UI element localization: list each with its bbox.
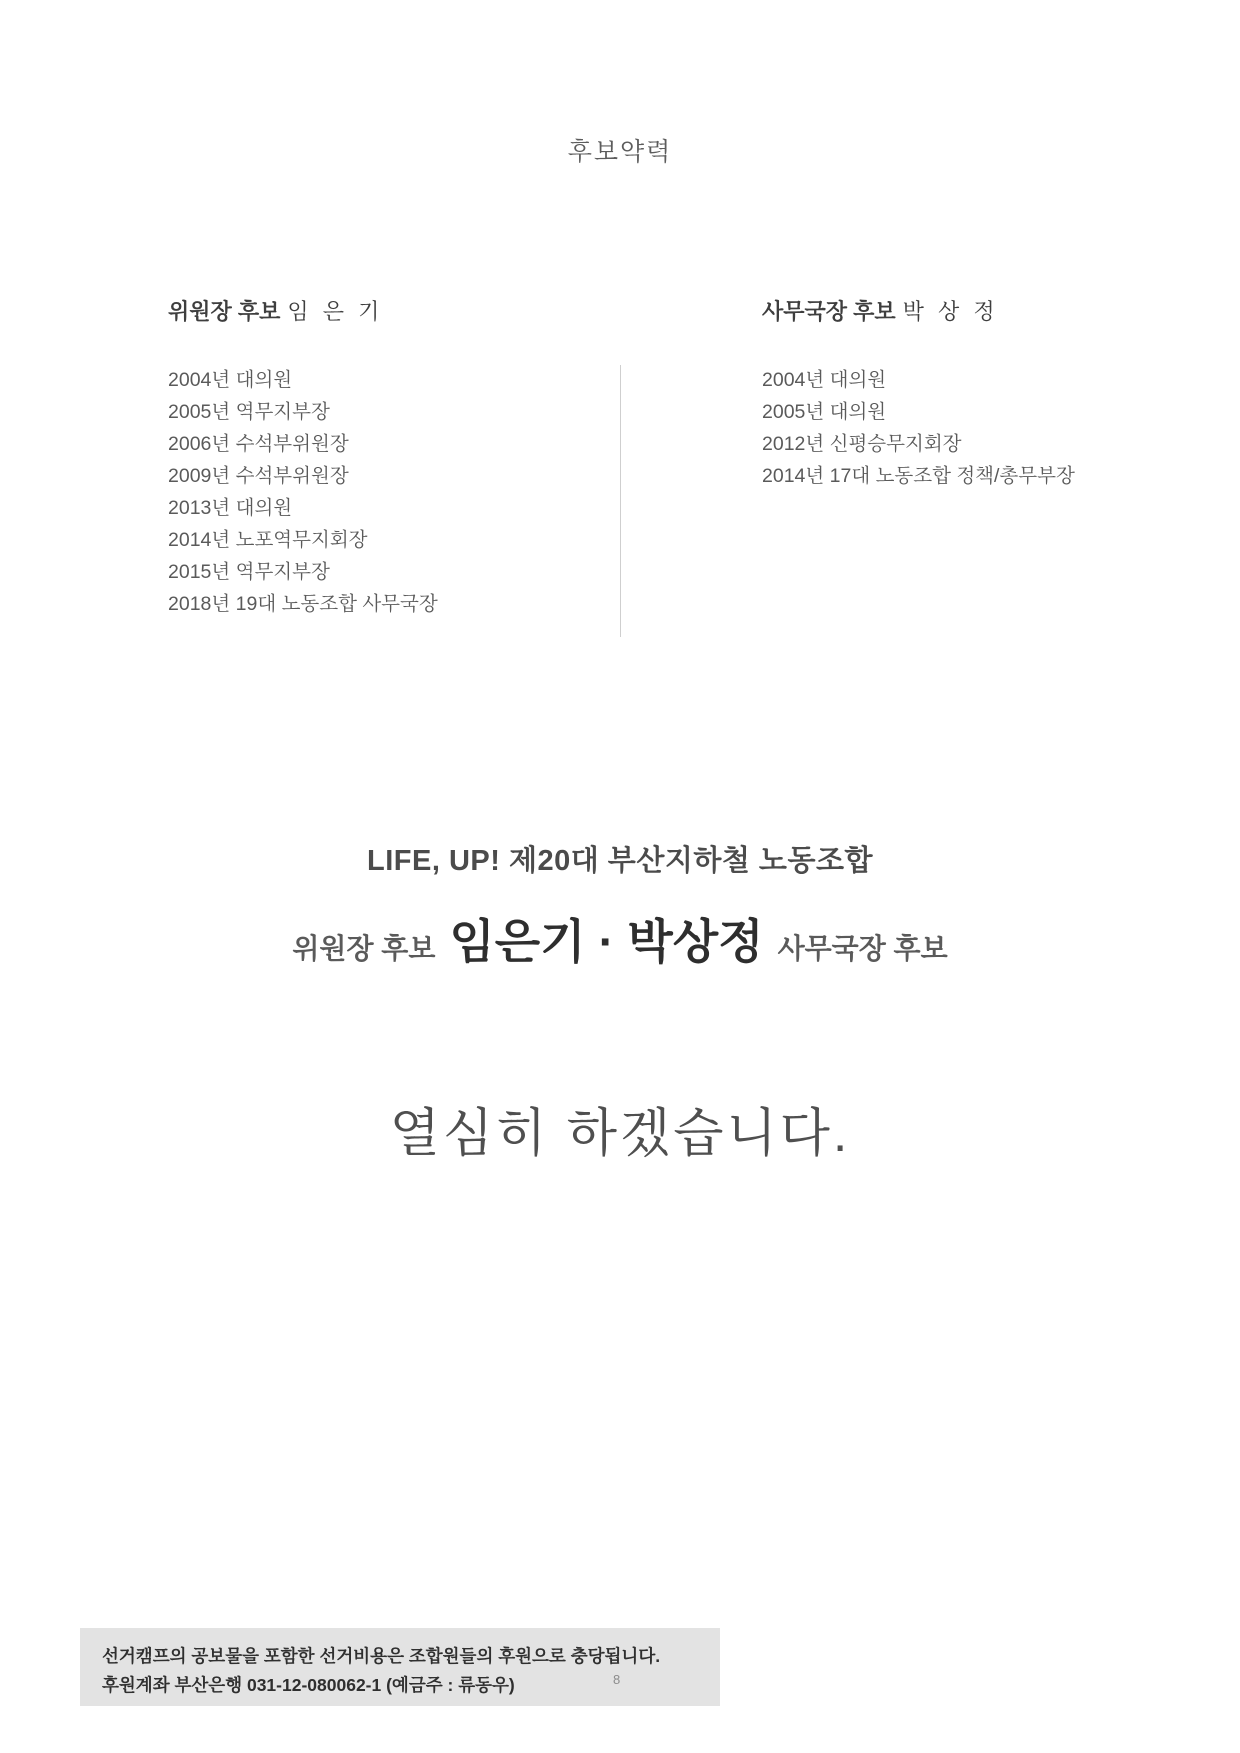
ticket-left-role: 위원장 후보 xyxy=(292,933,436,964)
candidate-role: 위원장 후보 xyxy=(168,299,281,324)
footer-line-2: 후원계좌 부산은행 031-12-080062-1 (예금주 : 류동우) xyxy=(102,1675,515,1695)
career-item: 2013년 대의원 xyxy=(168,497,293,519)
career-item: 2015년 역무지부장 xyxy=(168,561,330,583)
candidate-name: 임 은 기 xyxy=(287,299,384,324)
footer-notice xyxy=(80,1628,720,1706)
career-list xyxy=(762,364,1192,492)
candidate-heading xyxy=(168,295,598,326)
ticket-line xyxy=(0,905,1240,972)
career-item: 2009년 수석부위원장 xyxy=(168,465,349,487)
ticket-right-role: 사무국장 후보 xyxy=(777,933,948,964)
career-item: 2006년 수석부위원장 xyxy=(168,433,349,455)
footer-line-1: 선거캠프의 공보물을 포함한 선거비용은 조합원들의 후원으로 충당됩니다. xyxy=(102,1646,661,1666)
career-item: 2014년 노포역무지회장 xyxy=(168,529,368,551)
career-list xyxy=(168,364,598,620)
career-item: 2014년 17대 노동조합 정책/총무부장 xyxy=(762,465,1075,487)
candidate-profile-secretary-general xyxy=(762,295,1192,492)
slogan-block xyxy=(0,838,1240,972)
candidate-role: 사무국장 후보 xyxy=(762,299,896,324)
ticket-names: 임은기 · 박상정 xyxy=(449,915,764,968)
career-item: 2012년 신평승무지회장 xyxy=(762,433,962,455)
column-divider xyxy=(620,365,621,637)
career-item: 2005년 대의원 xyxy=(762,401,887,423)
career-item: 2005년 역무지부장 xyxy=(168,401,330,423)
candidate-profile-chairperson xyxy=(168,295,598,620)
career-item: 2004년 대의원 xyxy=(168,369,293,391)
career-item: 2004년 대의원 xyxy=(762,369,887,391)
tagline: 열심히 하겠습니다. xyxy=(389,1105,851,1163)
candidate-heading xyxy=(762,295,1192,326)
slogan-headline: LIFE, UP! 제20대 부산지하철 노동조합 xyxy=(367,845,873,877)
page-number: 8 xyxy=(613,1672,621,1687)
career-item: 2018년 19대 노동조합 사무국장 xyxy=(168,593,438,615)
candidate-name: 박 상 정 xyxy=(902,299,999,324)
page-title: 후보약력 xyxy=(567,138,673,166)
